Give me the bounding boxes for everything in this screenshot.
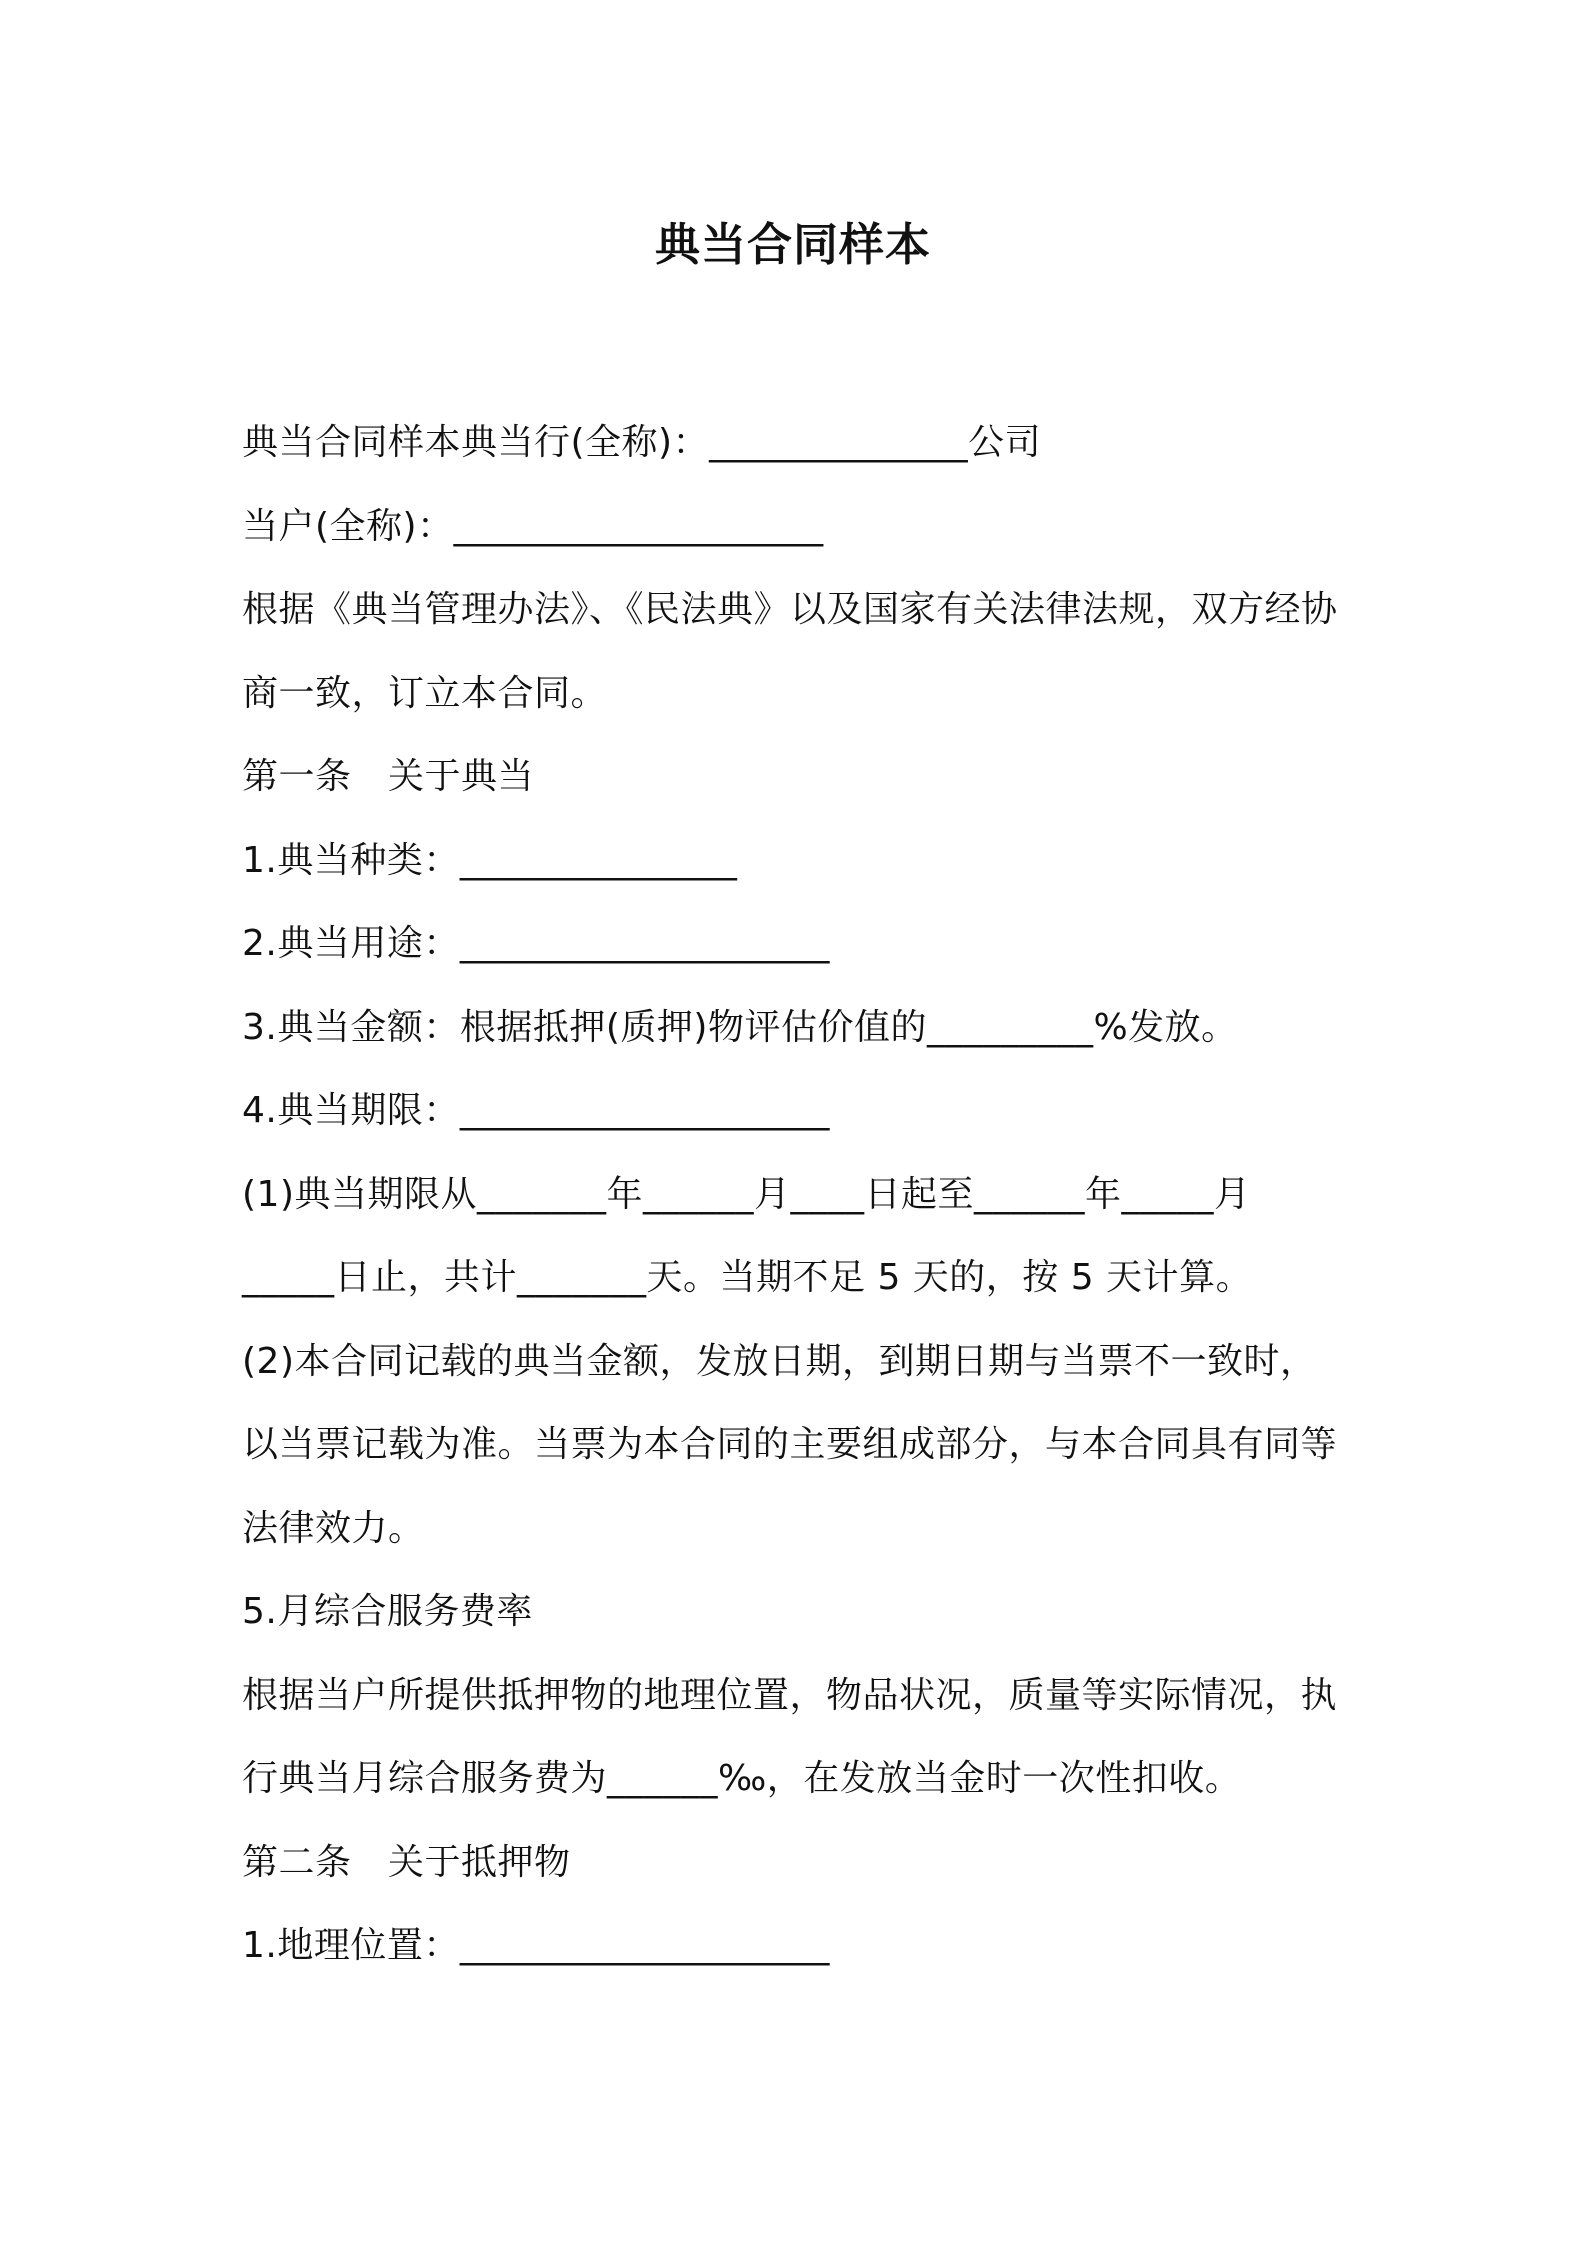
article-1-heading: 第一条 关于典当: [242, 756, 535, 797]
pawner-name-line: 当户(全称)：____________________: [242, 505, 824, 547]
service-fee-heading: 5.月综合服务费率: [242, 1591, 533, 1632]
preamble-line-2: 商一致，订立本合同。: [242, 672, 608, 714]
term-clause-1-line-1: (1)典当期限从_______年______月____日起至______年_____月: [242, 1173, 1251, 1215]
pawn-type-line: 1.典当种类：_______________: [242, 839, 738, 881]
pawn-amount-line: 3.典当金额：根据抵押(质押)物评估价值的_________%发放。: [242, 1006, 1238, 1048]
pawnshop-name-line: 典当合同样本典当行(全称)：______________公司: [242, 422, 1042, 463]
term-clause-2-line-2: 以当票记载为准。当票为本合同的主要组成部分，与本合同具有同等: [242, 1424, 1338, 1465]
term-clause-2-line-3: 法律效力。: [242, 1507, 425, 1549]
service-fee-line-2: 行典当月综合服务费为______‰，在发放当金时一次性扣收。: [242, 1758, 1242, 1799]
article-2-heading: 第二条 关于抵押物: [242, 1841, 571, 1883]
document-body: [242, 401, 1362, 1988]
pawn-purpose-line: 2.典当用途：____________________: [242, 923, 830, 964]
location-line: 1.地理位置：____________________: [242, 1925, 830, 1966]
term-clause-1-line-2: _____日止，共计_______天。当期不足 5 天的，按 5 天计算。: [242, 1257, 1253, 1298]
service-fee-line-1: 根据当户所提供抵押物的地理位置，物品状况，质量等实际情况，执: [242, 1674, 1338, 1716]
term-clause-2-line-1: (2)本合同记载的典当金额，发放日期，到期日期与当票不一致时，: [242, 1340, 1317, 1382]
pawn-term-line: 4.典当期限：____________________: [242, 1090, 830, 1131]
document-title: 典当合同样本: [654, 218, 931, 271]
preamble-line-1: 根据《典当管理办法》、《民法典》以及国家有关法律法规，双方经协: [242, 589, 1338, 630]
